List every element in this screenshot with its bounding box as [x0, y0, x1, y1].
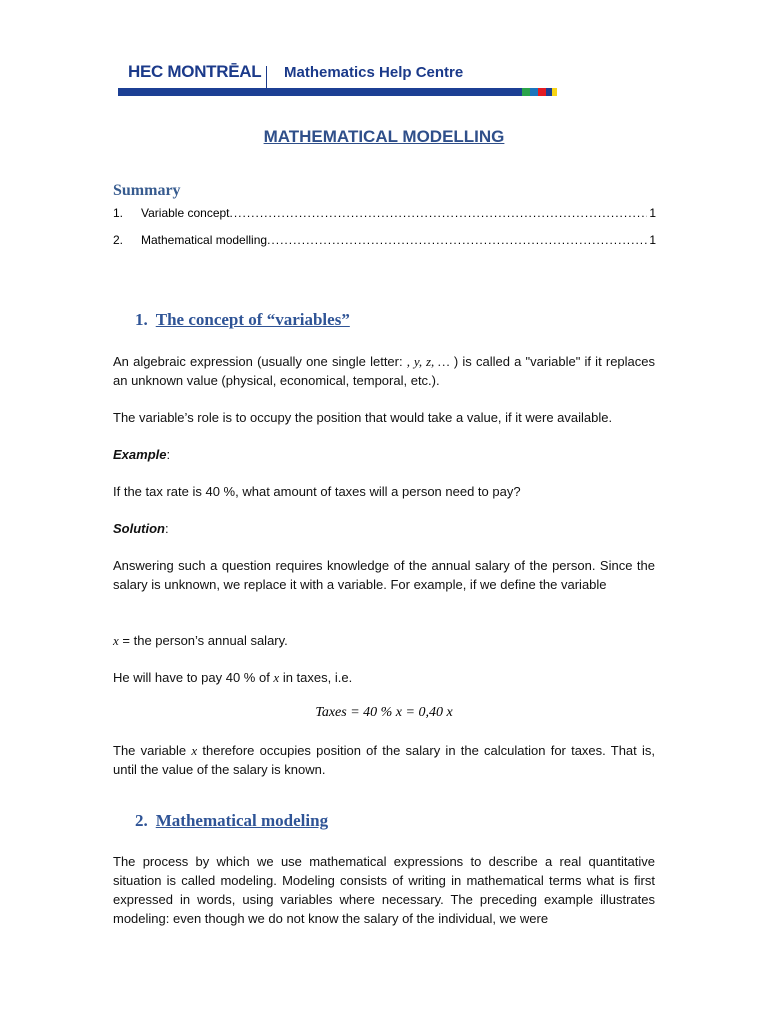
paragraph-text: An algebraic expression (usually one single letter: [113, 354, 407, 369]
tax-equation [0, 705, 768, 721]
toc-leader-dots [230, 206, 648, 220]
variable-list: , y, z, … [406, 354, 450, 369]
variable-definition-line [113, 631, 655, 650]
example-label: Example [113, 447, 167, 462]
solution-label: Solution [113, 521, 165, 536]
toc-item[interactable] [113, 233, 656, 247]
section-1-heading [135, 310, 350, 330]
section-2-heading [135, 811, 328, 831]
definition-text: = the person’s annual salary. [118, 633, 288, 648]
variable-x: x [191, 743, 198, 758]
toc-item[interactable] [113, 206, 656, 220]
hec-montreal-logo: HEC MONTRĒAL [128, 62, 262, 81]
toc-item-label: Variable concept [141, 206, 230, 220]
paragraph-text: therefore occupies position of the salary in the calculation for taxes. That is, until the value of the salary is known. [113, 743, 655, 777]
toc-leader-dots [267, 233, 647, 247]
solution-paragraph: Answering such a question requires knowledge of the annual salary of the person. Since the salary is unknown, we replace it with a variable. For example, if we define the variable [113, 558, 655, 592]
header-color-block [538, 88, 546, 96]
header-color-block [530, 88, 538, 96]
section-2-title: Mathematical modeling [155, 811, 329, 830]
variable-definition-paragraph [113, 352, 655, 390]
section-1-number: 1. [135, 310, 148, 329]
summary-heading: Summary [113, 182, 181, 199]
variable-x: x [273, 670, 280, 685]
centre-name: Mathematics Help Centre [284, 64, 464, 81]
conclusion-paragraph [113, 741, 655, 779]
section-1-title: The concept of “variables” [155, 310, 350, 329]
header-bar [118, 88, 522, 96]
example-label-line: Example: [113, 447, 171, 462]
toc-item-page: 1 [649, 206, 656, 220]
toc-item-label: Mathematical modelling [141, 233, 268, 247]
variable-role-paragraph: The variable’s role is to occupy the position that would take a value, if it were available. [113, 410, 613, 425]
variable-x: x [113, 633, 119, 648]
header-color-block [522, 88, 530, 96]
paragraph-text: ) is called a "variable" if it replaces an unknown value (physical, economical, temporal, etc.). [113, 354, 656, 388]
modeling-paragraph: The process by which we use mathematical expressions to describe a real quantitative situation is called modeling. Modeling consists of writing in mathematical terms what is first expressed in words, using variables where necessary. The preceding example illustrates modeling: even though we do not know the salary of the individual, we were [113, 854, 655, 926]
section-2-number: 2. [135, 811, 148, 830]
logo-divider [266, 66, 267, 88]
paragraph-text: The variable [113, 743, 192, 758]
tax-payment-line [113, 668, 655, 687]
paragraph-text: He will have to pay 40 % of [113, 670, 274, 685]
toc-item-page: 1 [649, 233, 656, 247]
equation-text: Taxes = 40 % x = 0,40 x [315, 705, 453, 720]
page-title: MATHEMATICAL MODELLING [263, 127, 505, 146]
example-text: If the tax rate is 40 %, what amount of taxes will a person need to pay? [113, 484, 521, 499]
toc-item-number: 1. [113, 206, 124, 220]
paragraph-text: in taxes, i.e. [279, 670, 353, 685]
solution-label-line: Solution: [113, 521, 169, 536]
toc-item-number: 2. [113, 233, 124, 247]
header-color-block [552, 88, 557, 96]
